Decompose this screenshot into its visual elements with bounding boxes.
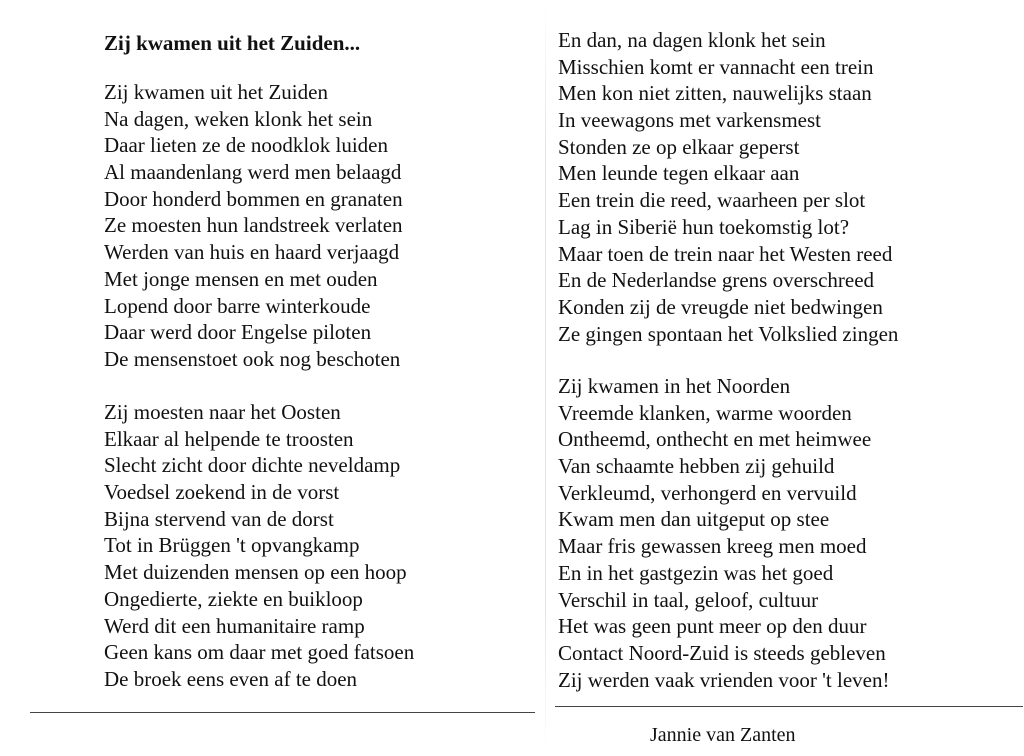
poem-line: Men leunde tegen elkaar aan [558,161,800,186]
poem-line: Verschil in taal, geloof, cultuur [558,587,819,612]
poem-line: Werd dit een humanitaire ramp [104,613,365,638]
poem-line: Voedsel zoekend in de vorst [104,480,340,505]
poem-line: Van schaamte hebben zij gehuild [558,454,835,479]
poem-line: Kwam men dan uitgeput op stee [558,507,830,532]
poem-line: En de Nederlandse grens overschreed [558,268,875,293]
poem-line: Maar fris gewassen kreeg men moed [558,534,867,559]
poem-line: De broek eens even af te doen [104,666,358,691]
bottom-rule-right [555,706,1023,707]
poem-line: Elkaar al helpende te troosten [104,426,354,451]
poem-line: Daar lieten ze de noodklok luiden [104,133,388,158]
poem-line: Stonden ze op elkaar geperst [558,134,800,159]
poem-line: Slecht zicht door dichte neveldamp [104,453,401,478]
poem-title: Zij kwamen uit het Zuiden... [104,31,361,55]
poem-line: Met jonge mensen en met ouden [104,266,378,291]
poem-line: Men kon niet zitten, nauwelijks staan [558,81,872,106]
poem-line: Door honderd bommen en granaten [104,186,403,211]
poem-line: Werden van huis en haard verjaagd [104,240,400,265]
poem-line: Na dagen, weken klonk het sein [104,106,373,131]
poem-line: En in het gastgezin was het goed [558,560,834,585]
poem-line: Ongedierte, ziekte en buikloop [104,586,363,611]
poem-line: Lopend door barre winterkoude [104,293,371,318]
poem-line: Vreemde klanken, warme woorden [558,400,852,425]
poem-line: Ze moesten hun landstreek verlaten [104,213,403,238]
poem-line: Ze gingen spontaan het Volkslied zingen [558,321,899,346]
poem-line: Al maandenlang werd men belaagd [104,160,402,185]
poem-line: De mensenstoet ook nog beschoten [104,346,401,371]
poem-line: Maar toen de trein naar het Westen reed [558,241,893,266]
poem-line: Zij kwamen uit het Zuiden [104,80,328,104]
poem-line: In veewagons met varkensmest [558,108,822,133]
poem-line: Contact Noord-Zuid is steeds gebleven [558,640,886,665]
poem-line: Een trein die reed, waarheen per slot [558,188,866,213]
stanza-2 [104,399,414,693]
stanza-4 [558,373,890,693]
poem-line: Lag in Siberië hun toekomstig lot? [558,214,850,239]
poem-line: Met duizenden mensen op een hoop [104,560,407,585]
poem-line: Zij kwamen in het Noorden [558,374,791,398]
poem-line: Misschien komt er vannacht een trein [558,54,874,79]
poem-line: Verkleumd, verhongerd en vervuild [558,480,857,505]
author-signature: Jannie van Zanten [650,724,796,746]
poem-line: Daar werd door Engelse piloten [104,320,372,345]
poem-line: Bijna stervend van de dorst [104,506,334,531]
poem-line: Zij werden vaak vrienden voor 't leven! [558,667,890,692]
poem-line: Zij moesten naar het Oosten [104,400,341,424]
page-fold-divider [545,0,546,756]
poem-line: Het was geen punt meer op den duur [558,614,867,639]
bottom-rule-left [30,712,535,713]
stanza-1 [104,79,403,373]
poem-line: Konden zij de vreugde niet bedwingen [558,294,883,319]
poem-line: Geen kans om daar met goed fatsoen [104,640,415,665]
poem-line: En dan, na dagen klonk het sein [558,28,826,52]
stanza-3 [558,27,898,347]
poem-line: Ontheemd, onthecht en met heimwee [558,427,872,452]
poem-line: Tot in Brüggen 't opvangkamp [104,533,360,558]
